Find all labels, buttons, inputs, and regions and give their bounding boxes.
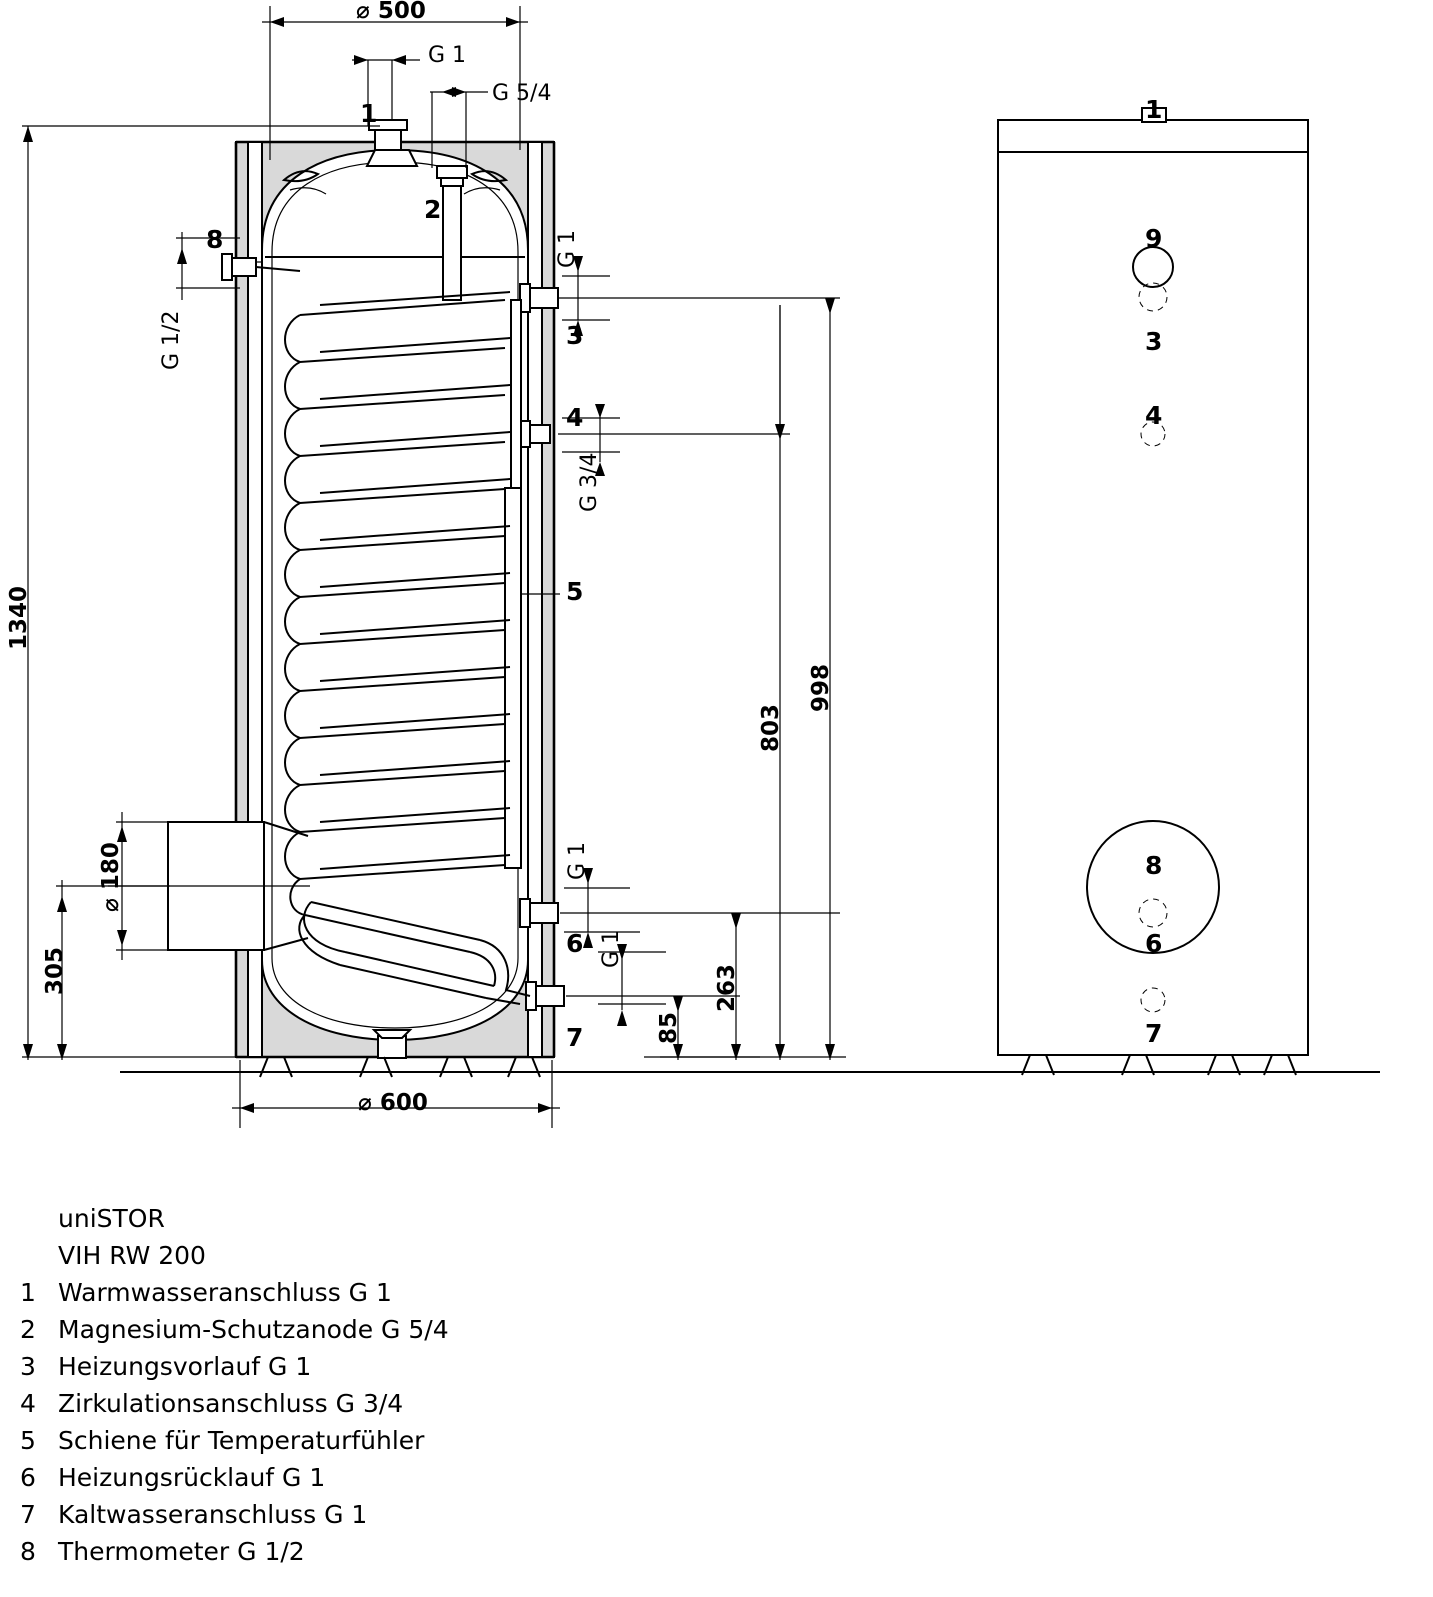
legend-item-3-num: 3 xyxy=(20,1352,36,1381)
legend-item-7-text: Kaltwasseranschluss G 1 xyxy=(58,1500,368,1529)
thread-label-top-g1: G 1 xyxy=(428,43,467,68)
callout-section-2: 2 xyxy=(424,195,442,224)
thread-label-return: G 1 xyxy=(565,841,590,880)
callout-section-8: 8 xyxy=(206,225,224,254)
legend xyxy=(20,1200,720,1570)
dim-305: 305 xyxy=(42,946,68,995)
legend-item-2 xyxy=(20,1311,720,1348)
dim-diameter-180: ⌀ 180 xyxy=(98,842,124,912)
callout-front-9: 9 xyxy=(1145,224,1163,253)
thread-label-cold: G 1 xyxy=(599,929,624,968)
legend-item-5-text: Schiene für Temperaturfühler xyxy=(58,1426,425,1455)
legend-brand: uniSTOR xyxy=(58,1204,165,1233)
legend-item-1-num: 1 xyxy=(20,1278,36,1307)
callout-section-7: 7 xyxy=(566,1023,584,1052)
dim-263: 263 xyxy=(714,963,740,1012)
legend-item-2-num: 2 xyxy=(20,1315,36,1344)
callout-section-3: 3 xyxy=(566,321,584,350)
legend-item-2-text: Magnesium-Schutzanode G 5/4 xyxy=(58,1315,449,1344)
legend-item-6-num: 6 xyxy=(20,1463,36,1492)
legend-item-8-text: Thermometer G 1/2 xyxy=(58,1537,305,1566)
callout-section-5: 5 xyxy=(566,577,584,606)
callout-front-8: 8 xyxy=(1145,851,1163,880)
dim-998: 998 xyxy=(808,663,834,712)
callout-front-7: 7 xyxy=(1145,1019,1163,1048)
legend-item-7-num: 7 xyxy=(20,1500,36,1529)
legend-item-6-text: Heizungsrücklauf G 1 xyxy=(58,1463,326,1492)
dim-803: 803 xyxy=(758,703,784,752)
legend-item-1 xyxy=(20,1274,720,1311)
legend-item-5 xyxy=(20,1422,720,1459)
callout-section-1: 1 xyxy=(360,99,378,128)
legend-item-3 xyxy=(20,1348,720,1385)
callout-front-4: 4 xyxy=(1145,401,1163,430)
legend-item-8-num: 8 xyxy=(20,1537,36,1566)
thread-label-anode: G 5/4 xyxy=(492,81,552,106)
legend-item-7 xyxy=(20,1496,720,1533)
legend-item-5-num: 5 xyxy=(20,1426,36,1455)
dim-diameter-600: ⌀ 600 xyxy=(358,1090,428,1116)
legend-item-3-text: Heizungsvorlauf G 1 xyxy=(58,1352,312,1381)
dim-diameter-500: ⌀ 500 xyxy=(356,0,426,24)
legend-item-6 xyxy=(20,1459,720,1496)
thread-label-circulation: G 3/4 xyxy=(577,452,602,512)
callout-front-1: 1 xyxy=(1145,95,1163,124)
legend-model: VIH RW 200 xyxy=(58,1241,206,1270)
dim-85: 85 xyxy=(656,1011,682,1044)
thread-label-thermometer: G 1/2 xyxy=(159,310,184,370)
thread-label-flow: G 1 xyxy=(555,229,580,268)
legend-item-4 xyxy=(20,1385,720,1422)
callout-section-6: 6 xyxy=(566,929,584,958)
callout-section-4: 4 xyxy=(566,403,584,432)
callout-front-3: 3 xyxy=(1145,327,1163,356)
dim-total-height-1340: 1340 xyxy=(6,585,32,650)
legend-item-4-text: Zirkulationsanschluss G 3/4 xyxy=(58,1389,404,1418)
callout-front-6: 6 xyxy=(1145,929,1163,958)
legend-item-8 xyxy=(20,1533,720,1570)
legend-item-4-num: 4 xyxy=(20,1389,36,1418)
legend-item-1-text: Warmwasseranschluss G 1 xyxy=(58,1278,392,1307)
